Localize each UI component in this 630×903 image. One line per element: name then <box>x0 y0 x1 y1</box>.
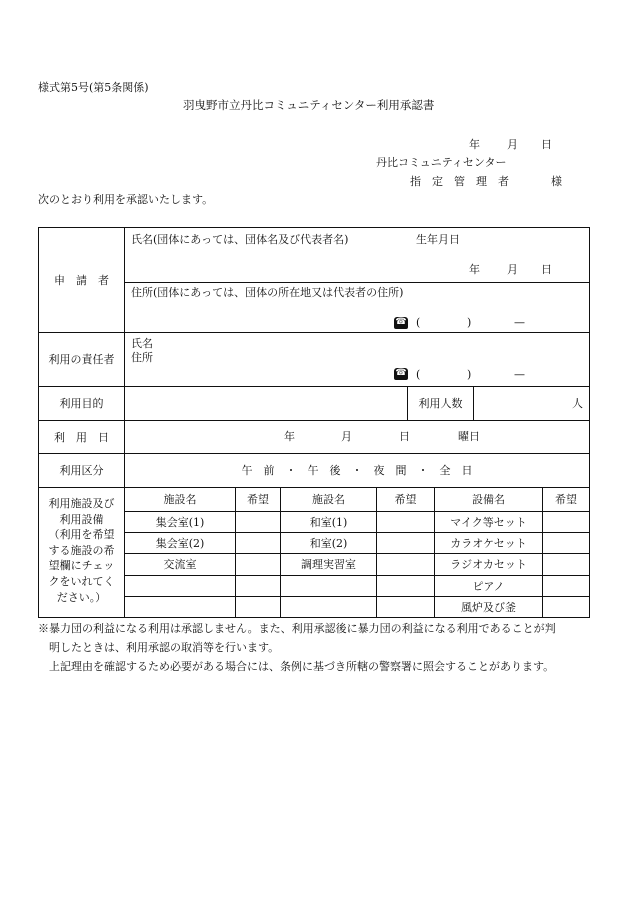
applicant-birth-month: 月 <box>507 263 518 276</box>
applicant-phone-dash: — <box>514 316 525 329</box>
header-facility-1: 施設名 <box>163 493 197 506</box>
note-line-3: 上記理由を確認するため必要がある場合には、条例に基づき所轄の警察署に照会することがあります。 <box>49 660 555 673</box>
facility-cell: 和室(2) <box>309 536 348 550</box>
note-line-1: ※暴力団の利益になる利用は承認しません。また、利用承認後に暴力団の利益になる利用であることが判 <box>38 622 556 635</box>
applicant-birth-day: 日 <box>541 263 552 276</box>
responsible-label: 利用の責任者 <box>48 353 115 366</box>
facility-cell: 交流室 <box>163 558 197 571</box>
wish-checkbox[interactable] <box>543 554 589 575</box>
wish-checkbox[interactable] <box>236 554 280 575</box>
date-day: 日 <box>541 138 552 151</box>
header-equipment: 設備名 <box>472 493 505 506</box>
facility-cell <box>281 576 376 596</box>
addressee-manager: 指 定 管 理 者 <box>410 175 509 188</box>
addressee-honorific: 様 <box>551 175 562 188</box>
wish-checkbox[interactable] <box>377 597 434 617</box>
responsible-phone-open: ( <box>416 368 421 381</box>
facility-cell: 集会室(2) <box>155 536 205 550</box>
participant-count-label: 利用人数 <box>418 397 463 410</box>
header-wish-1: 希望 <box>247 493 269 506</box>
equipment-cell: 風炉及び釜 <box>461 600 516 614</box>
wish-checkbox[interactable] <box>236 533 280 553</box>
wish-checkbox[interactable] <box>236 512 280 532</box>
addressee-center: 丹比コミュニティセンター <box>376 156 507 169</box>
facility-cell <box>125 597 235 617</box>
use-date-year: 年 <box>284 430 295 443</box>
applicant-name-label: 氏名(団体にあっては、団体名及び代表者名) <box>131 233 349 246</box>
equipment-cell: カラオケセット <box>450 536 527 550</box>
wish-checkbox[interactable] <box>543 576 589 596</box>
wish-checkbox[interactable] <box>236 597 280 617</box>
wish-checkbox[interactable] <box>543 533 589 553</box>
header-facility-2: 施設名 <box>312 493 345 506</box>
use-date-day: 日 <box>399 430 410 443</box>
applicant-phone-close: ) <box>467 316 472 329</box>
header-wish-2: 希望 <box>394 493 417 506</box>
facility-cell <box>125 576 235 596</box>
equipment-cell: ラジオカセット <box>450 558 527 571</box>
header-wish-3: 希望 <box>555 493 577 506</box>
responsible-name-label: 氏名 <box>131 337 153 350</box>
responsible-address-label: 住所 <box>131 351 153 364</box>
wish-checkbox[interactable] <box>377 533 434 553</box>
facility-cell: 調理実習室 <box>301 558 356 571</box>
date-month: 月 <box>507 138 518 151</box>
use-category-label: 利用区分 <box>59 464 104 477</box>
wish-checkbox[interactable] <box>236 576 280 596</box>
applicant-phone-open: ( <box>416 316 421 329</box>
applicant-label: 申 請 者 <box>54 273 109 287</box>
wish-checkbox[interactable] <box>377 576 434 596</box>
note-line-2: 明したときは、利用承認の取消等を行います。 <box>49 641 280 654</box>
facilities-label: 利用施設及び 利用設備 （利用を希望 する施設の希 望欄にチェッ クをいれてく ださい。） <box>48 497 115 604</box>
use-date-label: 利 用 日 <box>54 430 109 444</box>
wish-checkbox[interactable] <box>377 512 434 532</box>
wish-checkbox[interactable] <box>377 554 434 575</box>
wish-checkbox[interactable] <box>543 512 589 532</box>
use-date-month: 月 <box>341 430 352 443</box>
phone-icon: ☎ <box>395 317 407 327</box>
applicant-birth-year: 年 <box>469 263 480 276</box>
facility-cell: 和室(1) <box>309 515 348 529</box>
facility-cell: 集会室(1) <box>155 515 205 529</box>
use-category-options: 午 前 ・ 午 後 ・ 夜 間 ・ 全 日 <box>241 464 473 477</box>
intro-text: 次のとおり利用を承認いたします。 <box>38 193 214 206</box>
participant-count-unit: 人 <box>572 397 583 410</box>
equipment-cell: マイク等セット <box>450 515 527 529</box>
equipment-cell: ピアノ <box>472 579 505 593</box>
applicant-birth-label: 生年月日 <box>416 233 460 246</box>
applicant-address-label: 住所(団体にあっては、団体の所在地又は代表者の住所) <box>131 286 404 299</box>
use-date-weekday: 曜日 <box>458 430 480 443</box>
purpose-label: 利用目的 <box>59 397 104 410</box>
responsible-phone-close: ) <box>467 368 472 381</box>
date-year: 年 <box>469 138 480 151</box>
form-code: 様式第5号(第5条関係) <box>38 81 149 94</box>
responsible-phone-dash: — <box>514 368 525 381</box>
wish-checkbox[interactable] <box>543 597 589 617</box>
facility-cell <box>281 597 376 617</box>
phone-icon: ☎ <box>395 368 407 378</box>
document-title: 羽曳野市立丹比コミュニティセンター利用承認書 <box>183 98 435 112</box>
